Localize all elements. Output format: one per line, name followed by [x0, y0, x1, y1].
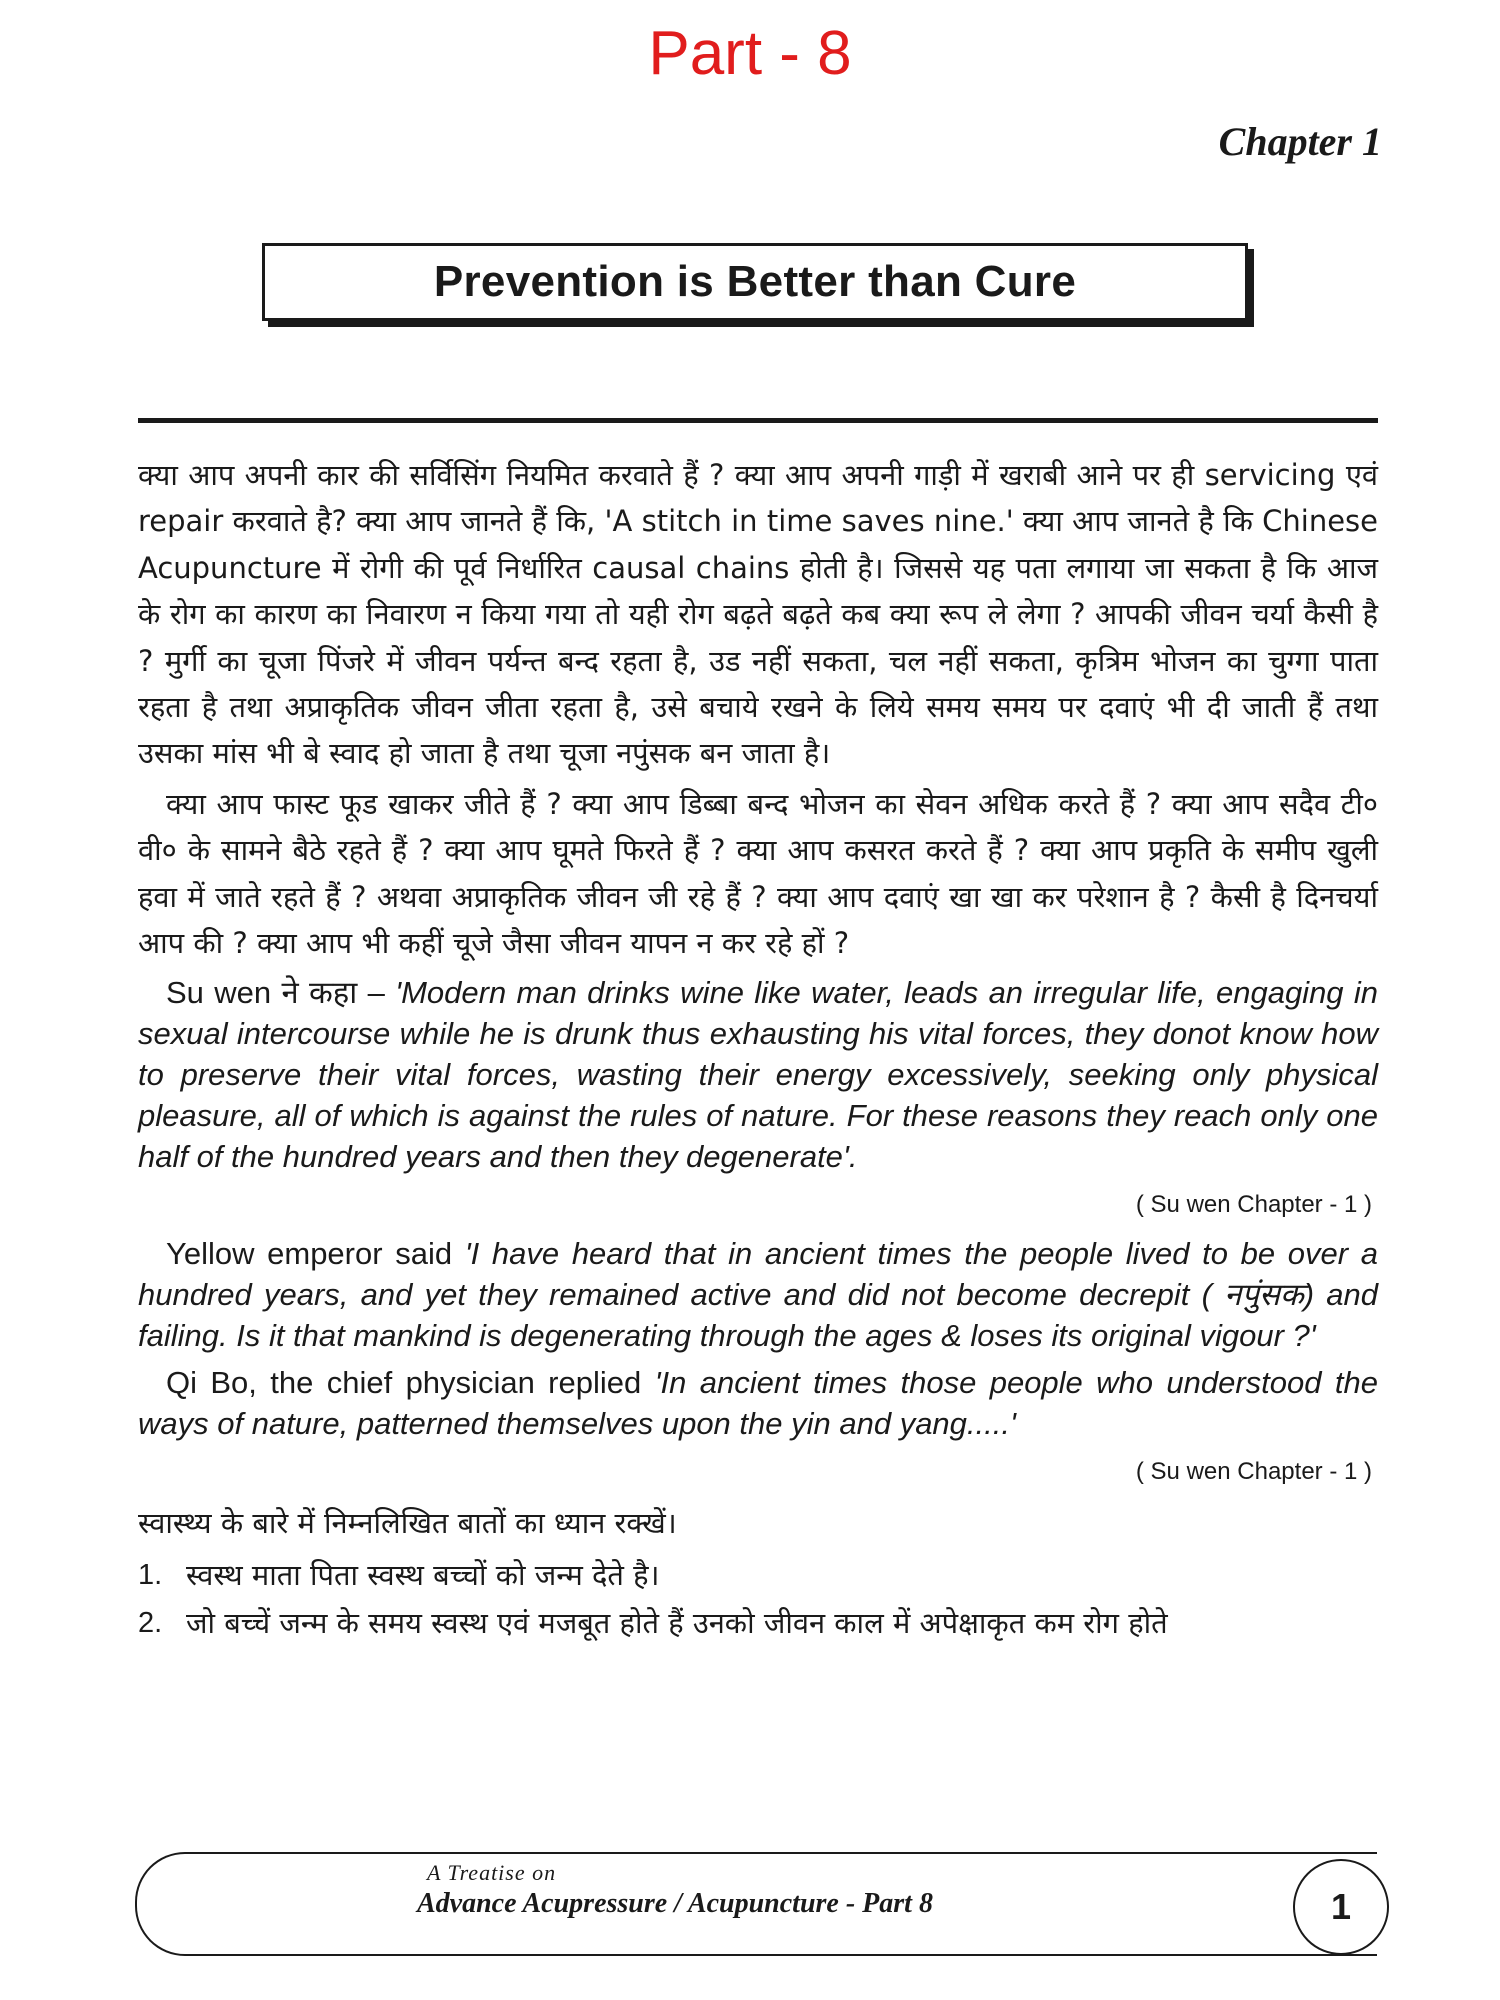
quote-yellow-emperor-text: 'I have heard that in ancient times the people lived to be over a hundred years, and yet they remained active and did not become decrepit ( नपुंसक) and failing. Is it that mankind is degenerating through the ages & loses its original vigour ?': [138, 1236, 1378, 1354]
list-item-text: स्वस्थ माता पिता स्वस्थ बच्चों को जन्म देते है।: [186, 1557, 660, 1592]
footer-text: [417, 1854, 1097, 1920]
citation-su-wen-1: ( Su wen Chapter - 1 ): [1135, 1191, 1372, 1219]
quote-qi-bo: [138, 1362, 1378, 1444]
part-label: Part - 8: [648, 19, 852, 88]
list-item: [138, 1599, 1378, 1647]
paragraph-car-servicing: क्या आप अपनी कार की सर्विसिंग नियमित करवाते हैं ? क्या आप अपनी गाड़ी में खराबी आने पर ही servicing एवं repair करवाते है? क्या आप जानते हैं कि, 'A stitch in time saves nine.' क्या आप जानते है कि Chinese Acupuncture में रोगी की पूर्व निर्धारित causal chains होती है। जिससे यह पता लगाया जा सकता है कि आज के रोग का कारण का निवारण न किया गया तो यही रोग बढ़ते बढ़ते कब क्या रूप ले लेगा ? आपकी जीवन चर्या कैसी है ? मुर्गी का चूजा पिंजरे में जीवन पर्यन्त बन्द रहता है, उड नहीं सकता, चल नहीं सकता, कृत्रिम भोजन का चुग्गा पाता रहता है तथा अप्राकृतिक जीवन जीता रहता है, उसे बचाये रखने के लिये समय समय पर दवाएं भी दी जाती हैं तथा उसका मांस भी बे स्वाद हो जाता है तथा चूजा नपुंसक बन जाता है।: [138, 458, 1378, 771]
page-footer: [135, 1852, 1377, 1956]
page-body: [138, 452, 1378, 1647]
list-item-number: 1.: [138, 1558, 163, 1591]
page-number: 1: [1293, 1859, 1389, 1955]
chapter-title: Prevention is Better than Cure: [433, 257, 1077, 306]
list-item-text: जो बच्चें जन्म के समय स्वस्थ एवं मजबूत होते हैं उनको जीवन काल में अपेक्षाकृत कम रोग होते: [186, 1605, 1168, 1640]
quote-qi-bo-text: 'In ancient times those people who understood the ways of nature, patterned themselves upon the yin and yang.....': [138, 1365, 1378, 1442]
chapter-title-box: [262, 243, 1248, 321]
quote-qi-bo-lead: Qi Bo, the chief physician replied: [166, 1365, 655, 1401]
chapter-label: Chapter 1: [1218, 119, 1382, 164]
title-divider: [138, 418, 1378, 423]
quote-su-wen: [138, 972, 1378, 1177]
paragraph-lifestyle-questions: क्या आप फास्ट फूड खाकर जीते हैं ? क्या आप डिब्बा बन्द भोजन का सेवन अधिक करते हैं ? क्या आप सदैव टी० वी० के सामने बैठे रहते हैं ? क्या आप घूमते फिरते हैं ? क्या आप कसरत करते हैं ? क्या आप प्रकृति के समीप खुली हवा में जाते रहते हैं ? अथवा अप्राकृतिक जीवन जी रहे हैं ? क्या आप दवाएं खा खा कर परेशान है ? कैसी है दिनचर्या आप की ? क्या आप भी कहीं चूजे जैसा जीवन यापन न कर रहे हों ?: [138, 786, 1378, 961]
quote-yellow-emperor: [138, 1233, 1378, 1356]
list-item-number: 2.: [138, 1606, 163, 1639]
quote-yellow-emperor-lead: Yellow emperor said: [166, 1236, 465, 1272]
quote-su-wen-text: 'Modern man drinks wine like water, leads an irregular life, engaging in sexual intercourse while he is drunk thus exhausting his vital forces, they donot know how to preserve their vital forces, wasting their energy excessively, seeking only physical pleasure, all of which is against the rules of nature. For these reasons they reach only one half of the hundred years and then they degenerate'.: [138, 975, 1379, 1175]
footer-subtitle: A Treatise on: [427, 1860, 557, 1885]
citation-su-wen-2: ( Su wen Chapter - 1 ): [1135, 1458, 1372, 1486]
footer-title: Advance Acupressure / Acupuncture - Part 8: [417, 1888, 933, 1919]
list-item: [138, 1551, 1378, 1599]
health-intro: स्वास्थ्य के बारे में निम्नलिखित बातों का ध्यान रक्खें।: [138, 1506, 677, 1541]
quote-su-wen-lead: Su wen ने कहा –: [166, 975, 396, 1011]
